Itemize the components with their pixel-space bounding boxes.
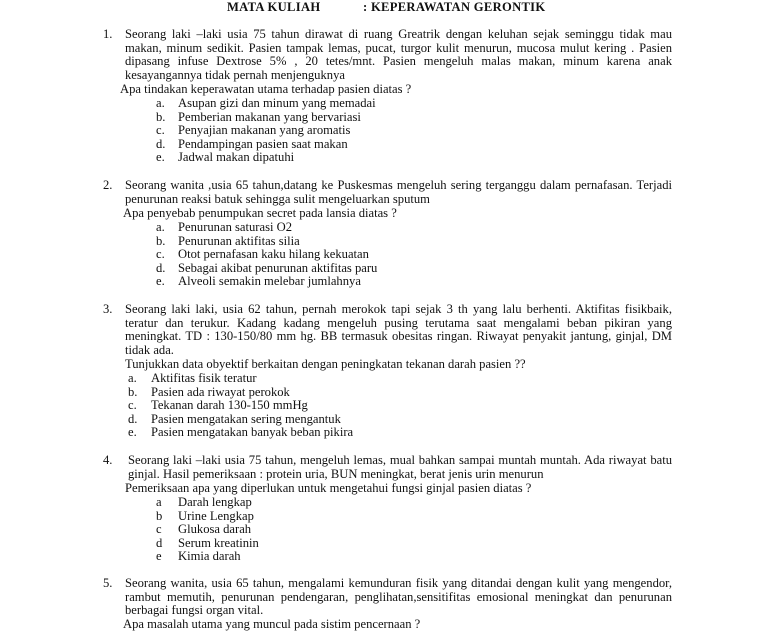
option-letter: a.: [128, 371, 137, 385]
option-letter: a.: [156, 96, 165, 110]
option-text: Jadwal makan dipatuhi: [178, 150, 295, 165]
option-text: Penurunan saturasi O2: [178, 220, 293, 234]
question-number: 3.: [103, 302, 113, 316]
question-number: 4.: [103, 453, 113, 467]
option-text: Kimia darah: [178, 549, 241, 564]
option-letter: d.: [156, 136, 166, 151]
option-letter: b.: [156, 233, 166, 248]
question-prompt: Apa tindakan keperawatan utama terhadap pasien diatas ?: [120, 82, 412, 96]
option-text: Penurunan aktifitas silia: [178, 233, 300, 248]
option-text: Tekanan darah 130-150 mmHg: [151, 398, 308, 413]
question-prompt: Apa penyebab penumpukan secret pada lansia diatas ?: [123, 206, 397, 220]
option-text: Aktifitas fisik teratur: [151, 371, 257, 385]
option-text: Pendampingan pasien saat makan: [178, 136, 348, 151]
question-stem: Seorang laki laki, usia 62 tahun, pernah merokok tapi sejak 3 th yang lalu berhenti. Aktifitas fisikbaik, teratur dan terukur. Kadang kadang mengeluh pusing terutama saat mengalami beban pikiran yang meningkat. TD : 130-150/80 mm hg. BB termasuk obesitas ringan. Riwayat penyakit jantung, ginjal, DM tidak ada.: [125, 302, 672, 357]
question-number: 2.: [103, 178, 113, 192]
option-letter: a.: [156, 220, 165, 234]
option-text: Pasien ada riwayat perokok: [151, 384, 290, 399]
option-text: Serum kreatinin: [178, 535, 259, 550]
option-text: Pasien mengatakan sering mengantuk: [151, 411, 341, 426]
option-letter: b: [156, 508, 163, 523]
option-text: Pasien mengatakan banyak beban pikira: [151, 425, 354, 440]
course-title: : KEPERAWATAN GERONTIK: [363, 0, 546, 14]
option-letter: a: [156, 495, 162, 509]
option-letter: c.: [156, 123, 165, 138]
course-header: [0, 1, 768, 17]
option-text: Otot pernafasan kaku hilang kekuatan: [178, 247, 369, 262]
question-prompt: Apa masalah utama yang muncul pada sistim pencernaan ?: [123, 617, 421, 631]
question-stem: Seorang wanita, usia 65 tahun, mengalami kemunduran fisik yang ditandai dengan kulit yang mengendor, rambut memutih, penurunan pendengaran, penglihatan,sensitifitas emosional meningkat dan penurunan berbagai fungsi organ vital.: [125, 576, 672, 618]
option-text: Sebagai akibat penurunan aktifitas paru: [178, 260, 378, 275]
option-letter: e.: [156, 150, 165, 165]
question-stem: Seorang wanita ,usia 65 tahun,datang ke Puskesmas mengeluh sering terganggu dalam pernafasan. Terjadi penurunan reaksi batuk sehingga sulit mengeluarkan sputum: [125, 178, 672, 206]
option-letter: c.: [156, 247, 165, 262]
option-text: Glukosa darah: [178, 522, 252, 537]
option-letter: e: [156, 549, 162, 564]
option-text: Darah lengkap: [178, 495, 252, 509]
question-number: 1.: [103, 27, 113, 41]
option-letter: d.: [128, 411, 138, 426]
option-letter: c.: [128, 398, 137, 413]
question-stem: Seorang laki –laki usia 75 tahun dirawat di ruang Greatrik dengan keluhan sejak seminggu tidak mau makan, minum sedikit. Pasien tampak lemas, pucat, turgor kulit menurun, mucosa mulut kering . Pasien dipasang infuse Dextrose 5% , 20 tetes/mnt. Pasien mengeluh malas makan, minum karena anak kesayangannya tidak pernah menjenguknya: [125, 27, 672, 82]
question-prompt: Tunjukkan data obyektif berkaitan dengan peningkatan tekanan darah pasien ??: [125, 357, 526, 371]
option-text: Asupan gizi dan minum yang memadai: [178, 96, 376, 110]
option-letter: c: [156, 522, 162, 537]
question-stem: Seorang laki –laki usia 75 tahun, mengeluh lemas, mual bahkan sampai muntah muntah. Ada riwayat batu ginjal. Hasil pemeriksaan : protein uria, BUN meningkat, berat jenis urin menurun: [128, 453, 672, 481]
option-letter: d.: [156, 260, 166, 275]
option-letter: b.: [156, 109, 166, 124]
course-label: MATA KULIAH: [227, 0, 321, 14]
option-letter: e.: [156, 274, 165, 289]
option-letter: b.: [128, 384, 138, 399]
option-letter: d: [156, 535, 163, 550]
option-text: Alveoli semakin melebar jumlahnya: [178, 274, 361, 289]
question-prompt: Pemeriksaan apa yang diperlukan untuk mengetahui fungsi ginjal pasien diatas ?: [125, 481, 532, 495]
option-text: Urine Lengkap: [178, 508, 254, 523]
question-number: 5.: [103, 576, 113, 590]
option-text: Pemberian makanan yang bervariasi: [178, 109, 361, 124]
option-text: Penyajian makanan yang aromatis: [178, 123, 351, 138]
option-letter: e.: [128, 425, 137, 440]
